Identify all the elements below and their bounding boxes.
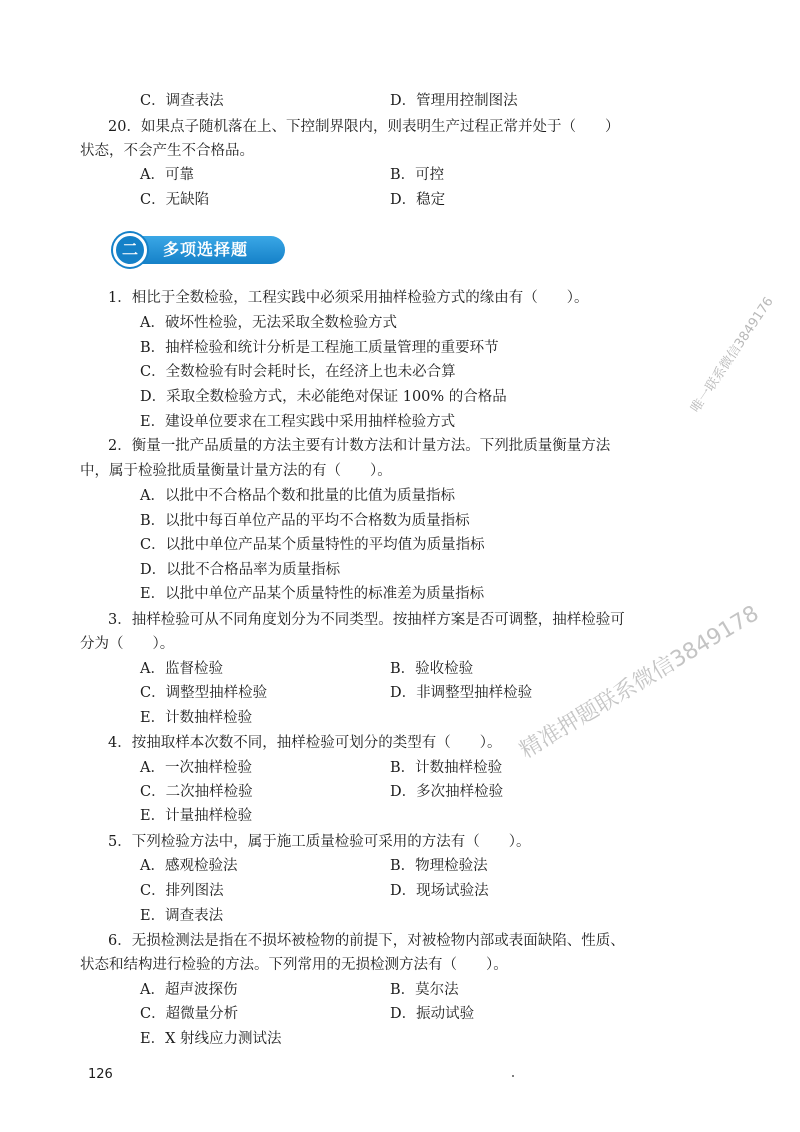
question-m6-stem-cont: 状态和结构进行检验的方法。下列常用的无损检测方法有（ ）。 (80, 957, 508, 973)
question-m5-stem: 5．下列检验方法中，属于施工质量检验可采用的方法有（ ）。 (108, 834, 531, 850)
option-a: A．一次抽样检验 (140, 760, 252, 776)
option-a: A．破坏性检验，无法采取全数检验方式 (140, 315, 397, 331)
option-a: A．超声波探伤 (140, 982, 238, 998)
option-e: E．计数抽样检验 (140, 710, 253, 726)
question-m3-stem: 3．抽样检验可从不同角度划分为不同类型。按抽样方案是否可调整，抽样检验可 (108, 612, 625, 628)
option-c: C．以批中单位产品某个质量特性的平均值为质量指标 (140, 537, 485, 553)
question-m6-stem: 6．无损检测法是指在不损坏被检物的前提下，对被检物内部或表面缺陷、性质、 (108, 933, 625, 949)
option-e: E．调查表法 (140, 908, 224, 924)
option-b: B．计数抽样检验 (390, 760, 503, 776)
question-m2-stem-cont: 中，属于检验批质量衡量计量方法的有（ ）。 (80, 463, 392, 479)
option-a: A．监督检验 (140, 661, 223, 677)
question-20-stem: 20．如果点子随机落在上、下控制界限内，则表明生产过程正常并处于（ ） (108, 119, 620, 135)
option-d: D．非调整型抽样检验 (390, 685, 533, 701)
option-d: D．振动试验 (390, 1006, 475, 1022)
section-title: 多项选择题 (163, 240, 249, 259)
watermark-small: 唯一联系微信3849176 (688, 294, 777, 416)
question-m1-stem: 1．相比于全数检验，工程实践中必须采用抽样检验方式的缘由有（ ）。 (108, 290, 589, 306)
option-c: C．二次抽样检验 (140, 784, 253, 800)
option-d: D．管理用控制图法 (390, 93, 518, 109)
option-c: C．调查表法 (140, 93, 224, 109)
option-a: A．感观检验法 (140, 858, 238, 874)
option-b: B．莫尔法 (390, 982, 459, 998)
option-c: C．调整型抽样检验 (140, 685, 268, 701)
option-b: B．物理检验法 (390, 858, 488, 874)
question-m3-stem-cont: 分为（ ）。 (80, 636, 175, 652)
option-b: B．可控 (390, 167, 445, 183)
option-a: A．可靠 (140, 167, 194, 183)
page-number: 126 (88, 1067, 113, 1082)
option-c: C．全数检验有时会耗时长，在经济上也未必合算 (140, 364, 456, 380)
section-heading (113, 233, 285, 267)
option-e: E．X 射线应力测试法 (140, 1031, 282, 1047)
question-20-stem-cont: 状态，不会产生不合格品。 (80, 143, 254, 159)
section-number-badge: 二 (113, 233, 147, 267)
option-d: D．稳定 (390, 192, 446, 208)
option-c: C．无缺陷 (140, 192, 210, 208)
option-e: E．以批中单位产品某个质量特性的标准差为质量指标 (140, 586, 485, 602)
option-d: D．现场试验法 (390, 883, 489, 899)
question-m4-stem: 4．按抽取样本次数不同，抽样检验可划分的类型有（ ）。 (108, 735, 502, 751)
option-e: E．计量抽样检验 (140, 808, 253, 824)
option-c: C．超微量分析 (140, 1006, 239, 1022)
option-b: B．以批中每百单位产品的平均不合格数为质量指标 (140, 513, 470, 529)
watermark-large: 精准押题联系微信3849178 (515, 601, 764, 764)
option-d: D．以批不合格品率为质量指标 (140, 562, 341, 578)
option-a: A．以批中不合格品个数和批量的比值为质量指标 (140, 488, 455, 504)
option-c: C．排列图法 (140, 883, 224, 899)
option-e: E．建设单位要求在工程实践中采用抽样检验方式 (140, 414, 456, 430)
scan-dot (512, 1075, 514, 1077)
option-b: B．验收检验 (390, 661, 474, 677)
option-d: D．多次抽样检验 (390, 784, 504, 800)
option-d: D．采取全数检验方式，未必能绝对保证 100% 的合格品 (140, 389, 507, 405)
option-b: B．抽样检验和统计分析是工程施工质量管理的重要环节 (140, 340, 499, 356)
question-m2-stem: 2．衡量一批产品质量的方法主要有计数方法和计量方法。下列批质量衡量方法 (108, 438, 611, 454)
